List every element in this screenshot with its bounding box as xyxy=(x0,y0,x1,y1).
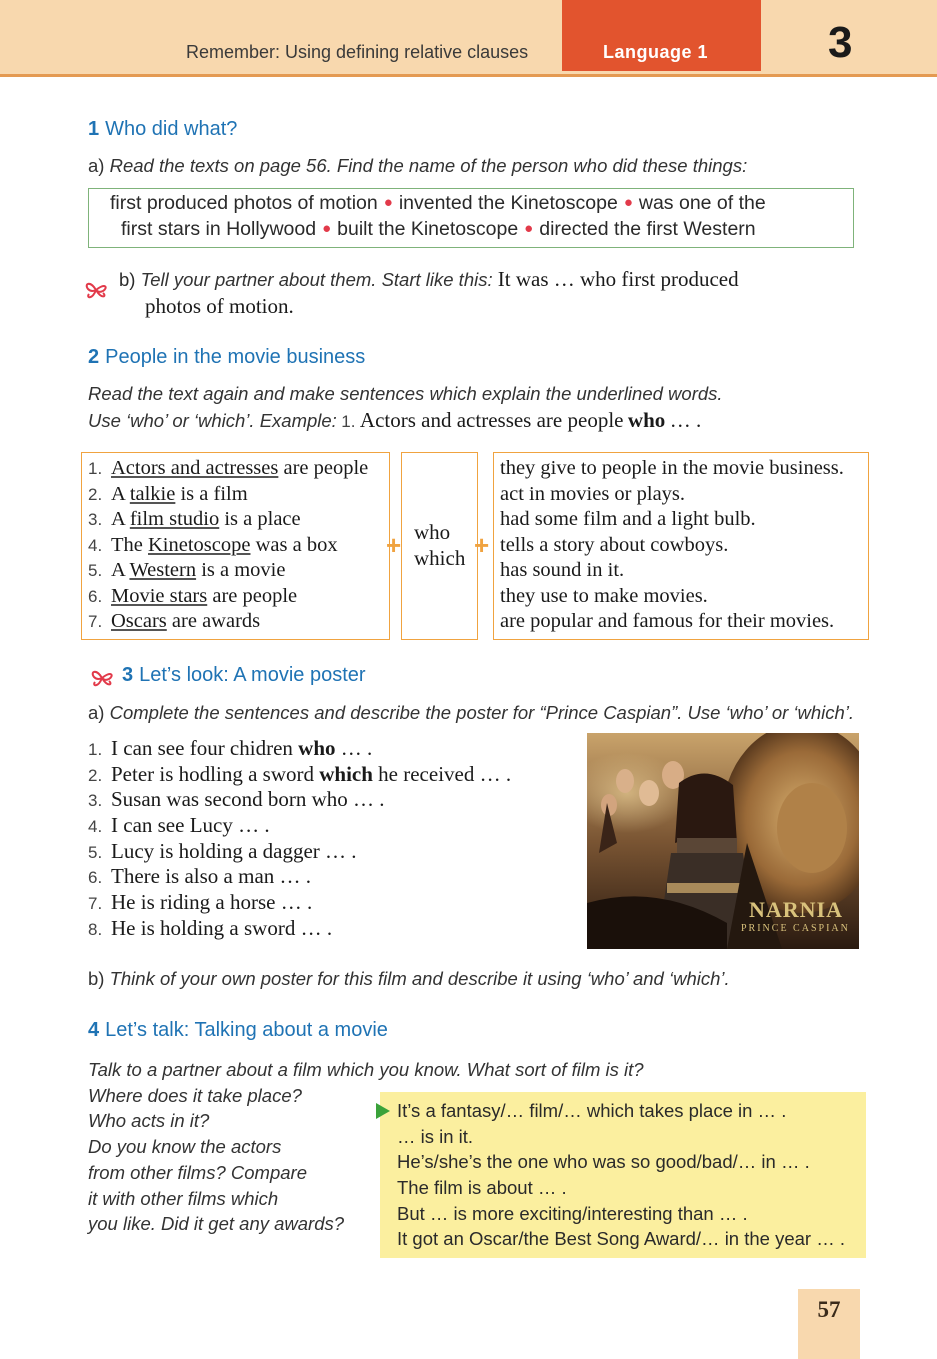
ex2-number: 2 xyxy=(88,346,100,368)
phrase-item: first produced photos of motion xyxy=(110,192,378,214)
section-tab-label: Language 1 xyxy=(603,42,709,62)
ex4-number: 4 xyxy=(88,1019,100,1041)
page-number: 57 xyxy=(817,1297,841,1322)
item-text: Lucy is holding a dagger … . xyxy=(111,838,357,863)
list-item: tells a story about cowboys. xyxy=(500,533,729,556)
item-text: Peter is hodling a sword xyxy=(111,761,320,786)
item-bold: who xyxy=(298,736,336,760)
ex1-phrase-line-1 xyxy=(110,192,766,215)
phrase-item: first stars in Hollywood xyxy=(121,218,317,240)
item-text: The xyxy=(111,533,148,556)
ex3-part-a xyxy=(88,702,854,724)
ex4-instruction-line: Talk to a partner about a film which you know. What sort of film is it? xyxy=(88,1059,644,1080)
item-text: is a movie xyxy=(196,559,286,581)
underlined-word: film studio xyxy=(129,508,220,530)
list-item: had some film and a light bulb. xyxy=(500,508,756,530)
underlined-word: Kinetoscope xyxy=(148,533,251,556)
underlined-word: Western xyxy=(129,559,197,581)
list-item xyxy=(88,787,511,813)
item-number: 5. xyxy=(88,561,103,580)
item-number: 2. xyxy=(88,484,103,504)
play-arrow-icon xyxy=(374,1102,392,1120)
phrase-item: built the Kinetoscope xyxy=(337,218,519,240)
ex4-heading xyxy=(88,1019,388,1042)
list-item xyxy=(88,864,511,890)
item-text: A xyxy=(111,559,130,581)
ex1-part-b-example: It was … who first produced xyxy=(497,267,739,291)
item-text: I can see Lucy … . xyxy=(111,813,270,838)
item-text: A xyxy=(111,508,130,530)
item-text: I can see four chidren xyxy=(111,736,299,760)
phrase-item: invented the Kinetoscope xyxy=(398,192,618,214)
item-number: 1. xyxy=(88,459,103,478)
ex3-part-b-label: b) xyxy=(88,968,105,989)
item-text: … . xyxy=(335,736,373,760)
item-bold: which xyxy=(319,761,373,786)
item-number: 5. xyxy=(88,842,103,862)
unit-number: 3 xyxy=(828,18,853,67)
movie-poster-image xyxy=(587,733,859,949)
partner-work-icon xyxy=(88,664,116,692)
ex1-part-b-example-cont: photos of motion. xyxy=(145,294,294,318)
ex1-phrase-line-2 xyxy=(121,218,756,241)
phrase-item: He’s/she’s the one who was so good/bad/… in … . xyxy=(397,1151,810,1173)
ex4-phrase-list xyxy=(397,1098,845,1252)
phrase-item: It’s a fantasy/… film/… which takes place in … . xyxy=(397,1100,787,1121)
ex4-instruction-line: it with other films which xyxy=(88,1187,279,1209)
header-rule xyxy=(0,74,937,77)
ex3-sentence-list xyxy=(88,736,511,942)
ex4-instruction-line: Do you know the actors xyxy=(88,1136,282,1158)
bullet-icon: ● xyxy=(623,194,633,211)
list-item xyxy=(88,916,511,942)
ex4-instruction-line: Who acts in it? xyxy=(88,1110,210,1132)
ex2-left-list xyxy=(88,456,368,635)
list-item: has sound in it. xyxy=(500,559,625,581)
ex1-part-a xyxy=(88,155,747,177)
ex2-instruction-2 xyxy=(88,408,701,433)
ex2-instruction-text: Use ‘who’ or ‘which’. Example: xyxy=(88,410,337,431)
ex1-part-a-instruction: Read the texts on page 56. Find the name of the person who did these things: xyxy=(109,155,748,176)
ex3-part-a-label: a) xyxy=(88,702,105,723)
list-item: act in movies or plays. xyxy=(500,482,686,505)
bullet-icon: ● xyxy=(524,220,534,237)
ex4-instruction-line: from other films? Compare xyxy=(88,1161,307,1183)
bullet-icon: ● xyxy=(383,194,393,211)
item-number: 6. xyxy=(88,586,103,606)
underlined-word: Actors and actresses xyxy=(111,457,279,479)
ex1-heading xyxy=(88,118,237,141)
poster-subtitle: PRINCE CASPIAN xyxy=(741,923,850,934)
item-number: 1. xyxy=(88,740,103,759)
phrase-item: It got an Oscar/the Best Song Award/… in the year … . xyxy=(397,1228,846,1250)
list-item xyxy=(88,609,368,635)
underlined-word: Movie stars xyxy=(111,584,208,607)
item-text: is a place xyxy=(219,508,301,530)
ex3-number: 3 xyxy=(122,664,134,686)
list-item xyxy=(88,533,368,559)
phrase-item: But … is more exciting/interesting than … . xyxy=(397,1202,748,1224)
item-number: 4. xyxy=(88,817,103,837)
phrase-item: was one of the xyxy=(638,192,766,214)
ex2-example-text: Actors and actresses are people xyxy=(359,408,624,432)
list-item xyxy=(88,839,511,865)
list-item xyxy=(88,890,511,916)
item-number: 7. xyxy=(88,612,103,631)
poster-logo: NARNIA xyxy=(749,897,843,922)
ex2-example-number: 1. xyxy=(341,412,356,431)
list-item xyxy=(88,813,511,839)
bullet-icon: ● xyxy=(322,220,332,237)
list-item: are popular and famous for their movies. xyxy=(500,610,835,632)
item-text: are people xyxy=(278,457,369,479)
item-number: 4. xyxy=(88,535,103,555)
ex2-title: People in the movie business xyxy=(105,346,366,368)
ex3-heading xyxy=(122,664,366,687)
item-text: He is riding a horse … . xyxy=(111,890,313,915)
ex1-title: Who did what? xyxy=(105,118,238,140)
phrase-item: … is in it. xyxy=(397,1125,474,1147)
list-item: they give to people in the movie business. xyxy=(500,457,844,479)
item-text: was a box xyxy=(250,533,338,556)
item-number: 6. xyxy=(88,868,103,888)
list-item xyxy=(88,482,368,508)
item-number: 2. xyxy=(88,765,103,785)
item-text: he received … . xyxy=(372,761,512,786)
item-text: are awards xyxy=(166,610,261,632)
partner-work-icon xyxy=(82,276,110,304)
item-number: 3. xyxy=(88,510,103,529)
list-item xyxy=(88,507,368,533)
item-text: Susan was second born who … . xyxy=(111,787,385,812)
ex1-part-b-label: b) xyxy=(119,269,136,290)
ex2-example-bold: who xyxy=(627,408,666,432)
ex2-right-list xyxy=(500,456,844,635)
plus-icon: + xyxy=(474,530,490,560)
item-text: A xyxy=(111,482,130,505)
underlined-word: talkie xyxy=(129,482,176,505)
ex2-instruction-1: Read the text again and make sentences which explain the underlined words. xyxy=(88,383,723,404)
item-number: 8. xyxy=(88,919,103,939)
ex3-part-b xyxy=(88,968,730,990)
ex1-part-a-label: a) xyxy=(88,155,105,176)
list-item xyxy=(88,584,368,610)
ex4-instruction-line: you like. Did it get any awards? xyxy=(88,1213,345,1235)
item-text: are people xyxy=(207,584,298,607)
ex1-part-b xyxy=(119,267,739,292)
ex2-example-ellipsis: … . xyxy=(669,408,702,432)
plus-icon: + xyxy=(386,530,402,560)
list-item xyxy=(88,736,511,762)
item-number: 7. xyxy=(88,894,103,914)
item-text: is a film xyxy=(175,482,248,505)
ex3-part-b-instruction: Think of your own poster for this film and describe it using ‘who’ and ‘which’. xyxy=(109,968,730,989)
phrase-item: directed the first Western xyxy=(539,218,756,240)
item-text: He is holding a sword … . xyxy=(111,915,333,940)
ex3-title: Let’s look: A movie poster xyxy=(139,664,366,686)
connector-who: who xyxy=(414,520,451,544)
underlined-word: Oscars xyxy=(111,610,167,632)
ex4-instruction-line: Where does it take place? xyxy=(88,1084,302,1106)
phrase-item: The film is about … . xyxy=(397,1177,567,1199)
ex3-part-a-instruction: Complete the sentences and describe the poster for “Prince Caspian”. Use ‘who’ or ‘which’. xyxy=(109,702,855,723)
list-item xyxy=(88,456,368,482)
connector-which: which xyxy=(414,546,466,570)
list-item xyxy=(88,558,368,584)
ex4-title: Let’s talk: Talking about a movie xyxy=(105,1019,388,1041)
ex1-number: 1 xyxy=(88,118,100,140)
item-text: There is also a man … . xyxy=(111,864,312,889)
ex2-heading xyxy=(88,346,365,369)
header-topic: Remember: Using defining relative clauses xyxy=(186,42,529,62)
list-item xyxy=(88,762,511,788)
item-number: 3. xyxy=(88,791,103,811)
list-item: they use to make movies. xyxy=(500,584,708,607)
ex1-part-b-instruction: Tell your partner about them. Start like this: xyxy=(140,269,493,290)
